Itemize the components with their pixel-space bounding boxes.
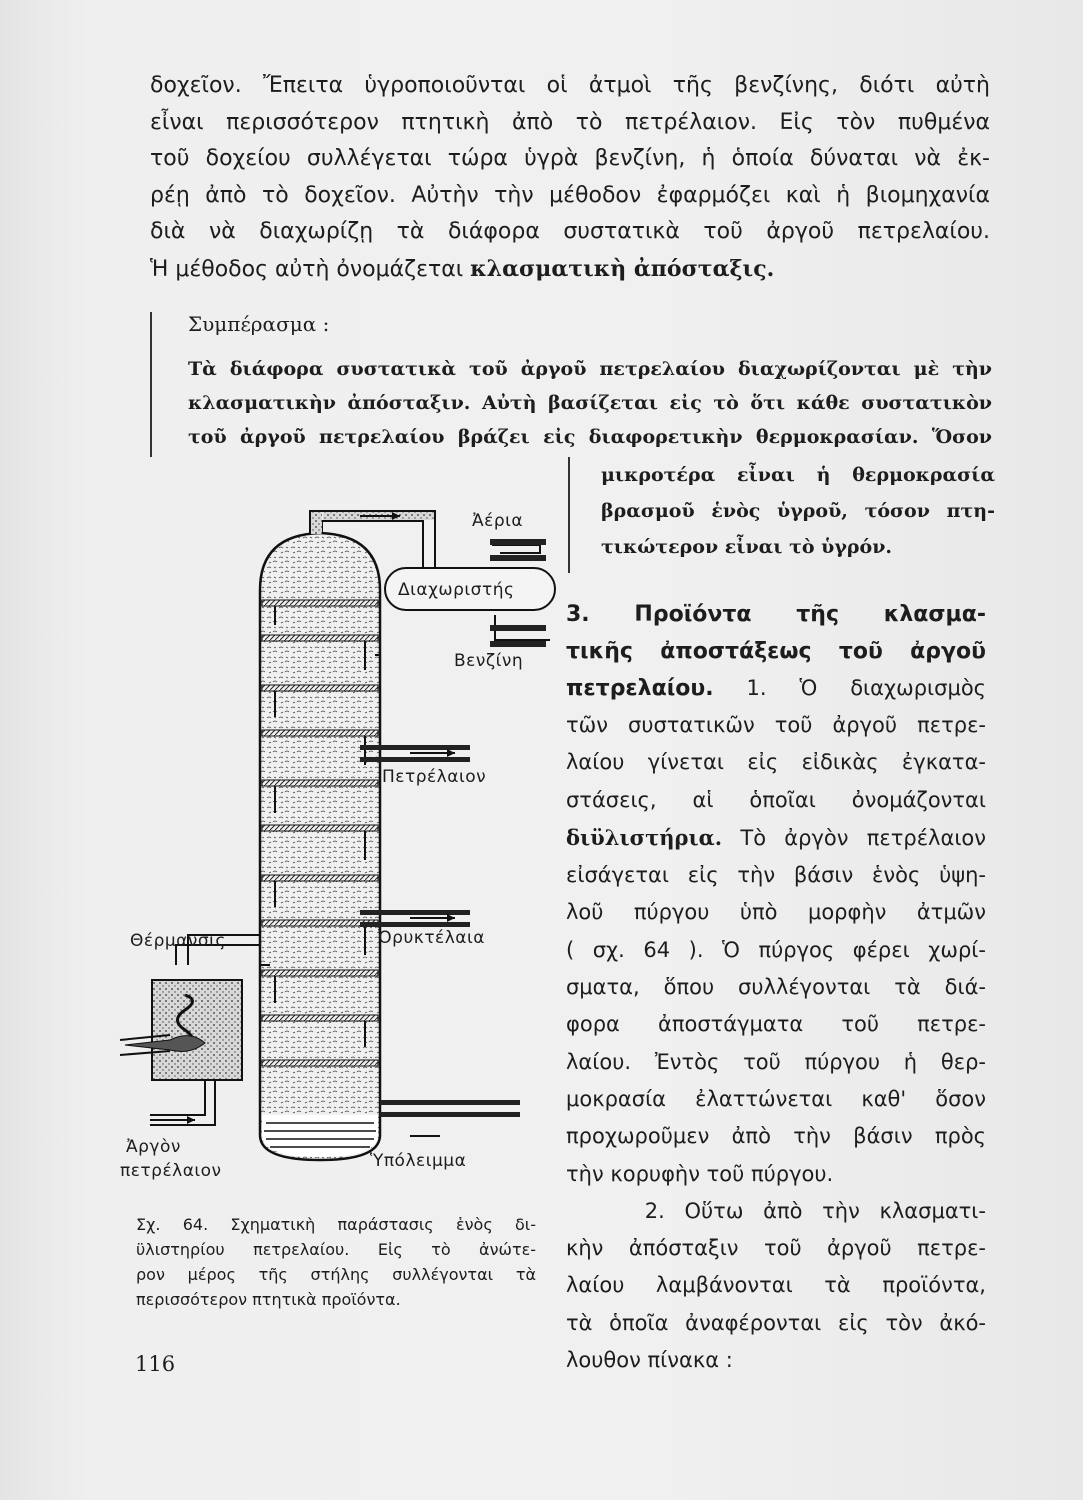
text-line: ρέῃ ἀπὸ τὸ δοχεῖον. Αὐτὴν τὴν μέθοδον ἐφαρμόζει καὶ ἡ βιομηχανία xyxy=(150,182,990,208)
text-line xyxy=(566,819,986,857)
caption-line: Σχ. 64. Σχηματικὴ παράστασις ἑνὸς δι- xyxy=(136,1215,536,1234)
text-line: τικώτερον εἶναι τὸ ὑγρόν. xyxy=(601,536,893,558)
conclusion-continuation xyxy=(568,457,995,573)
section-heading: πετρελαίου. xyxy=(566,676,714,701)
section-heading: τικῆς ἀποστάξεως τοῦ ἀργοῦ xyxy=(566,639,986,664)
text-line: λαίου λαμβάνονται τὰ προϊόντα, xyxy=(566,1273,986,1298)
conclusion-box xyxy=(150,312,995,457)
label-gases: Ἀέρια xyxy=(472,511,524,531)
label-crude-oil-2: πετρέλαιον xyxy=(120,1161,222,1181)
conclusion-body xyxy=(188,352,992,454)
refinery-diagram xyxy=(110,495,560,1195)
intro-paragraph xyxy=(150,68,990,288)
text-line: τῶν συστατικῶν τοῦ ἀργοῦ πετρε- xyxy=(566,713,986,737)
text-fragment: Ἡ μέθοδος αὐτὴ ὀνομάζεται xyxy=(150,256,471,282)
text-line: βρασμοῦ ἑνὸς ὑγροῦ, τόσον πτη- xyxy=(601,500,995,522)
bold-term: διϋλιστήρια. xyxy=(566,824,723,850)
text-line: κὴν ἀπόσταξιν τοῦ ἀργοῦ πετρε- xyxy=(566,1236,986,1261)
refinery-drawing xyxy=(110,495,560,1195)
caption-line: περισσότερον πτητικὰ προϊόντα. xyxy=(136,1290,401,1309)
text-line: εἶναι περισσότερον πτητικὴ ἀπὸ τὸ πετρέλαιον. Εἰς τὸν πυθμένα xyxy=(150,109,990,135)
text-line: διὰ νὰ διαχωρίζῃ τὰ διάφορα συστατικὰ τοῦ ἀργοῦ πετρελαίου. xyxy=(150,219,990,244)
section-3 xyxy=(566,596,986,1379)
section-heading: 3. Προϊόντα τῆς κλασμα- xyxy=(566,602,986,627)
distillation-column xyxy=(260,533,380,1160)
text-line: λαίου. Ἐντὸς τοῦ πύργου ἡ θερ- xyxy=(566,1049,986,1074)
text-line: λαίου γίνεται εἰς εἰδικὰς ἐγκατα- xyxy=(566,750,986,775)
text-line: τοῦ δοχείου συλλέγεται τώρα ὑγρὰ βενζίνη, ἡ ὁποία δύναται νὰ ἐκ- xyxy=(150,146,990,171)
figure-caption xyxy=(136,1212,536,1312)
text-line: μοκρασία ἐλαττώνεται καθ' ὅσον xyxy=(566,1086,986,1111)
text-line: τὴν κορυφὴν τοῦ πύργου. xyxy=(566,1161,834,1186)
caption-line: ϋλιστηρίου πετρελαίου. Εἰς τὸ ἀνώτε- xyxy=(136,1240,536,1259)
text-line: εἰσάγεται εἰς τὴν βάσιν ἑνὸς ὑψη- xyxy=(566,863,986,888)
text-line: δοχεῖον. Ἔπειτα ὑγροποιοῦνται οἱ ἀτμοὶ τῆς βενζίνης, διότι αὐτὴ xyxy=(150,73,990,98)
text-line: προχωροῦμεν ἀπὸ τὴν βάσιν πρὸς xyxy=(566,1124,986,1149)
text-line: ( σχ. 64 ). Ὁ πύργος φέρει χωρί- xyxy=(566,937,986,962)
label-separator: Διαχωριστής xyxy=(398,580,515,600)
text-fragment: 1. Ὁ διαχωρισμὸς xyxy=(713,676,986,700)
furnace xyxy=(120,935,270,1125)
label-gasoline: Βενζίνη xyxy=(454,651,524,671)
label-crude-oil: Ἀργὸν xyxy=(126,1137,181,1157)
text-line: σματα, ὅπου συλλέγονται τὰ διά- xyxy=(566,975,986,1000)
text-line xyxy=(566,670,986,707)
label-petroleum: Πετρέλαιον xyxy=(382,767,487,787)
label-heating: Θέρμανσις xyxy=(130,931,226,951)
text-line: στάσεις, αἱ ὁποῖαι ὀνομάζονται xyxy=(566,787,986,812)
text-line: τοῦ ἀργοῦ πετρελαίου βράζει εἰς διαφορετικὴν θερμοκρασίαν. Ὅσον xyxy=(188,426,992,448)
text-line: τὰ ὁποῖα ἀναφέρονται εἰς τὸν ἀκό- xyxy=(566,1310,986,1335)
text-line: λοῦ πύργου ὑπὸ μορφὴν ἀτμῶν xyxy=(566,900,986,925)
text-line: κλασματικὴν ἀπόσταξιν. Αὐτὴ βασίζεται εἰς τὸ ὅτι κάθε συστατικὸν xyxy=(188,392,992,414)
text-line: λουθον πίνακα : xyxy=(566,1348,733,1373)
label-residue: Ὑπόλειμμα xyxy=(370,1151,467,1171)
text-line xyxy=(150,251,990,289)
text-line: μικροτέρα εἶναι ἡ θερμοκρασία xyxy=(601,464,995,486)
label-mineral-oils: Ὀρυκτέλαια xyxy=(378,928,485,948)
text-line: 2. Οὕτω ἀπὸ τὴν κλασματι- xyxy=(566,1198,986,1223)
page-number: 116 xyxy=(135,1352,176,1376)
text-line: φορα ἀποστάγματα τοῦ πετρε- xyxy=(566,1012,986,1037)
caption-line: ρον μέρος τῆς στήλης συλλέγονται τὰ xyxy=(136,1265,536,1284)
bold-term: κλασματικὴ ἀπόσταξις. xyxy=(470,255,775,282)
text-line: Τὰ διάφορα συστατικὰ τοῦ ἀργοῦ πετρελαίου διαχωρίζονται μὲ τὴν xyxy=(188,358,992,380)
text-fragment: Τὸ ἀργὸν πετρέλαιον xyxy=(722,825,986,850)
conclusion-heading: Συμπέρασμα : xyxy=(188,312,330,336)
